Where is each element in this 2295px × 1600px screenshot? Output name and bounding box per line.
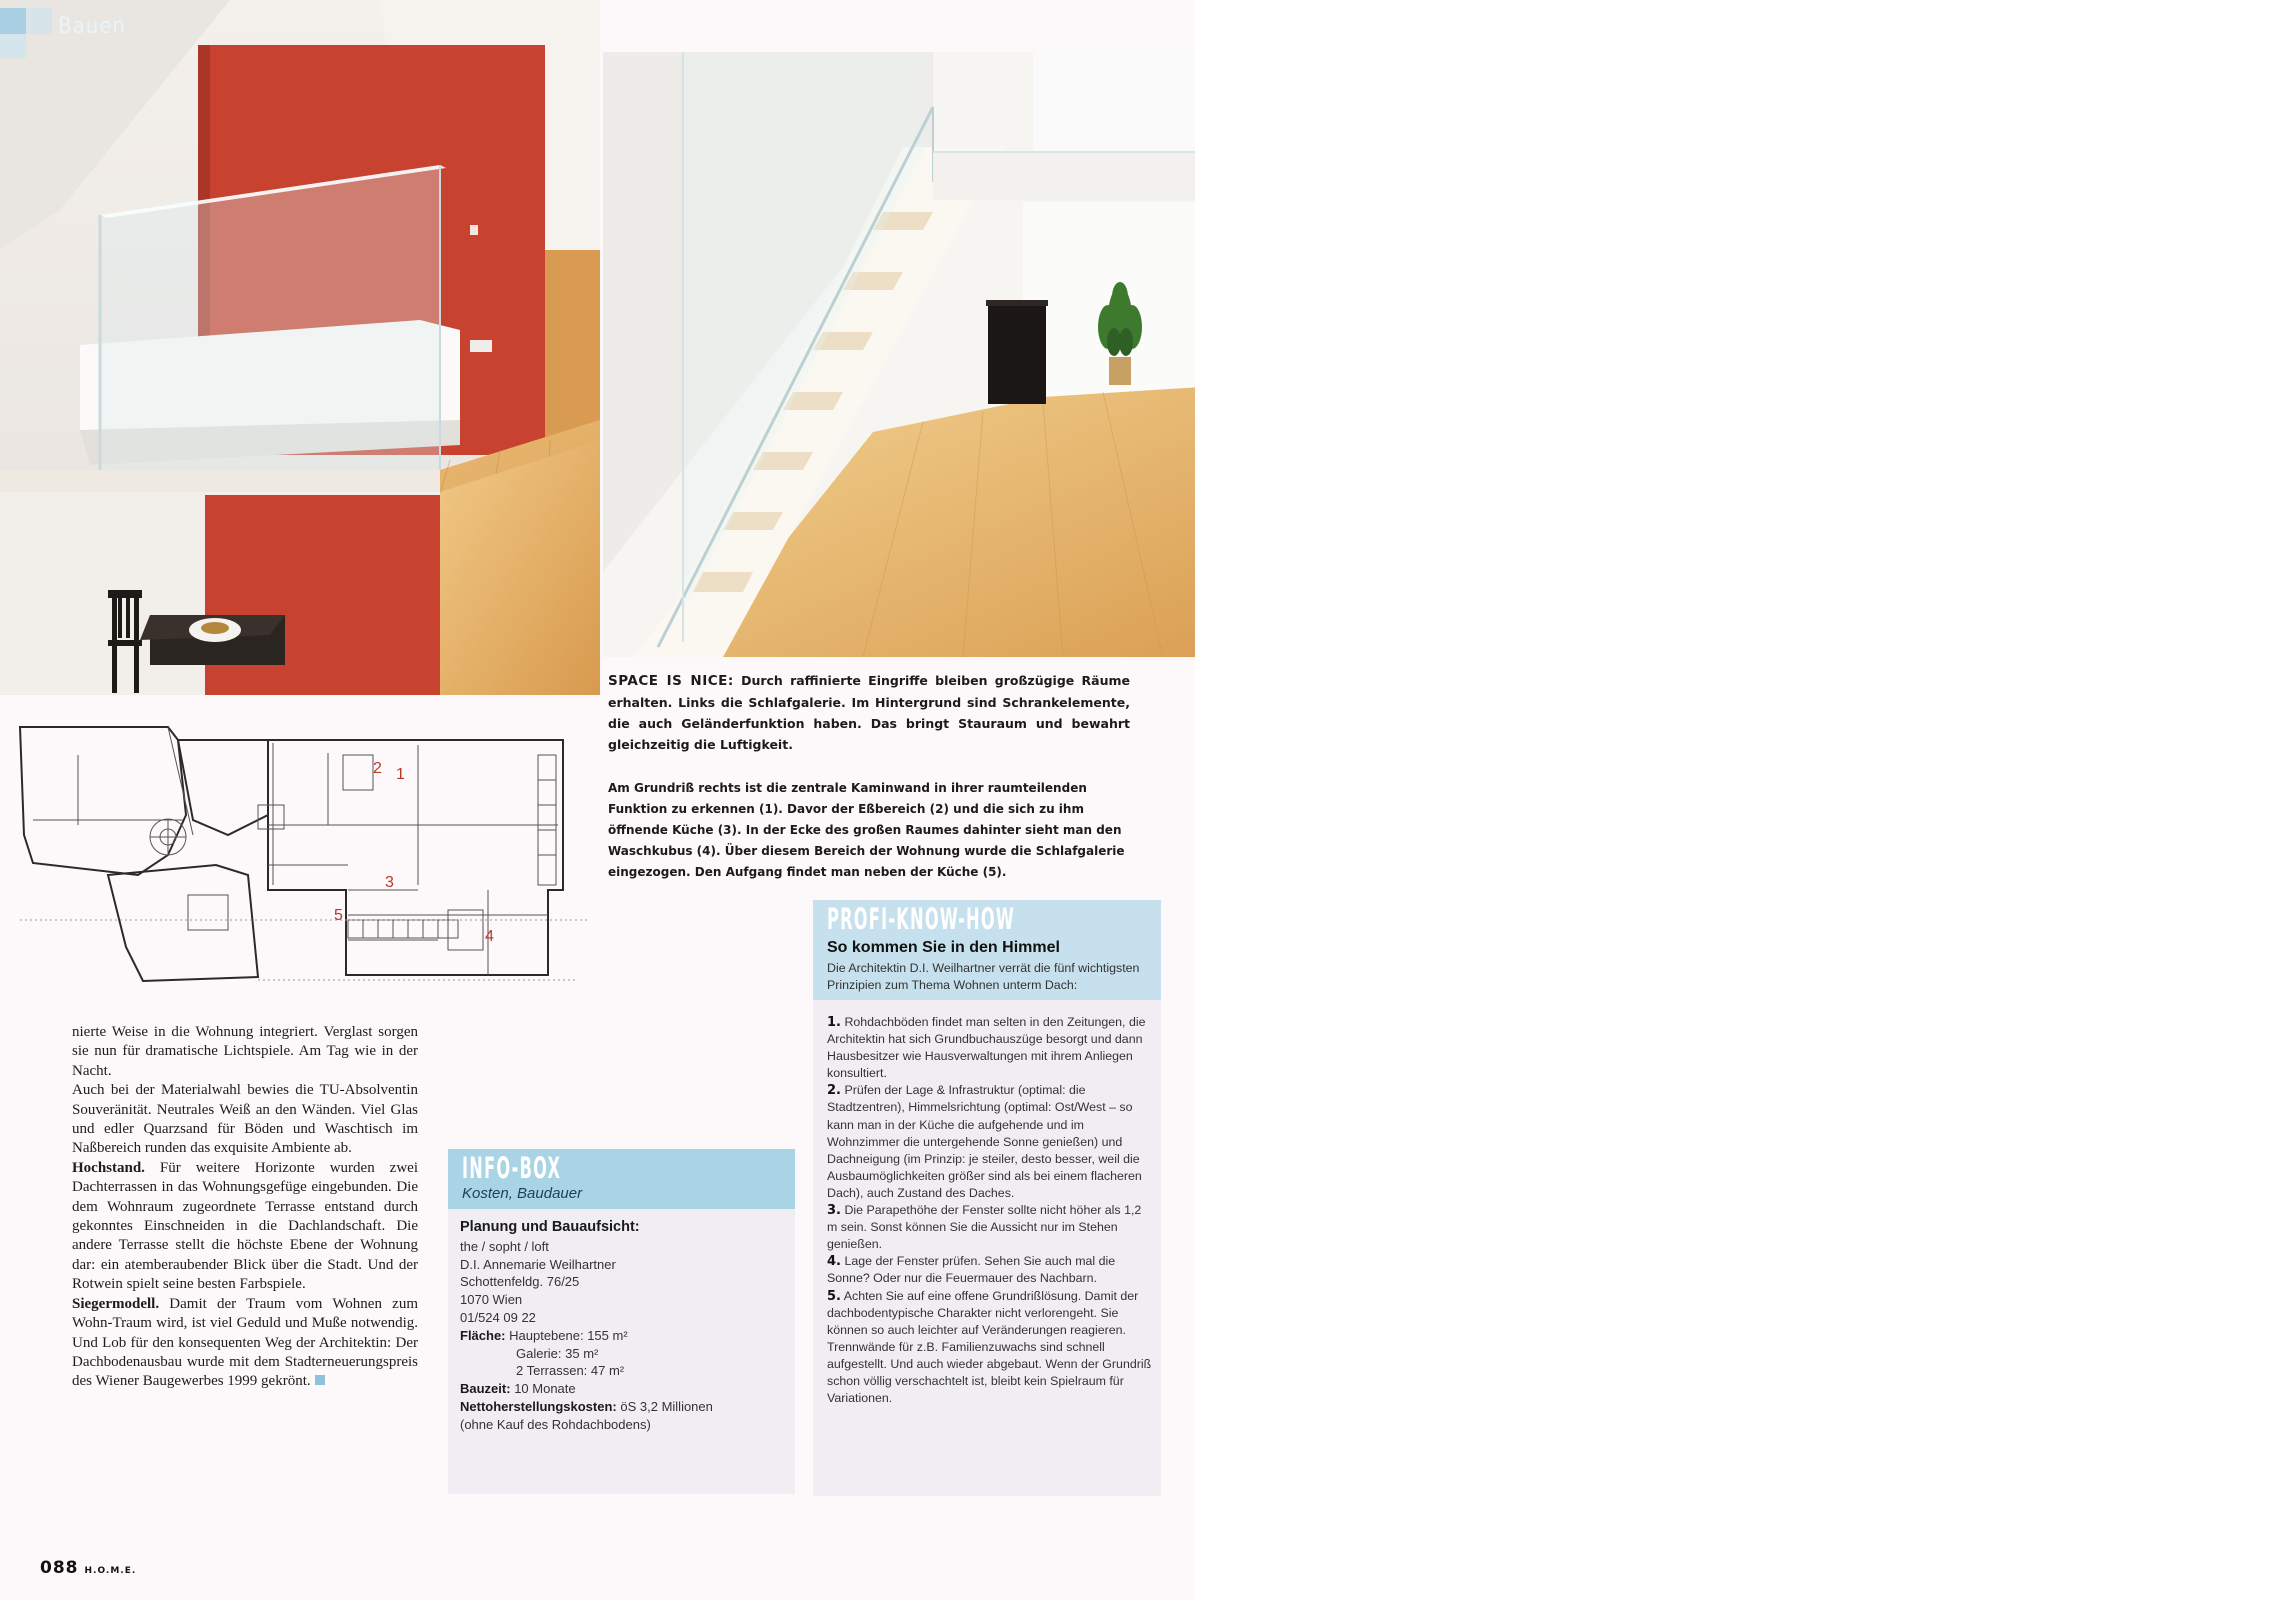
floorplan-marker-4: 4 (485, 928, 494, 945)
info-flaeche-line: 2 Terrassen: 47 m² (516, 1363, 625, 1379)
info-bauzeit-value: 10 Monate (514, 1381, 576, 1397)
profi-item (827, 1288, 1152, 1408)
body-paragraph (72, 1295, 418, 1392)
info-box-title: INFO-BOX (462, 1151, 562, 1185)
body-text-siegermodell: Damit der Traum vom Wohnen zum Wohn-Traum wird, ist viel Geduld und Muße notwendig. Und Lob für den konsequenten Weg der Architektin: Der Dachbodenausbau wurde mit dem Stadterneuerungspreis des Wiener Baugewerbes 1999 gekrönt. (72, 1295, 418, 1390)
profi-item-text: Rohdachböden findet man selten in den Zeitungen, die Architektin hat sich Grundbuchauszüge besorgt und dann Hausbesitzer wie Hausverwaltungen mit ihrem Anliegen konsultiert. (827, 1015, 1146, 1081)
profi-box-heading: So kommen Sie in den Himmel (827, 939, 1060, 956)
body-paragraph: Auch bei der Materialwahl bewies die TU-Absolventin Souveränität. Neutrales Weiß an den Wänden. Viel Glas und edler Quarzsand für Böden und Waschtisch im Naßbereich runden das exquisite Ambiente ab. (72, 1082, 418, 1157)
profi-item-text: Lage der Fenster prüfen. Sehen Sie auch mal die Sonne? Oder nur die Feuermauer des Nachbarn. (827, 1254, 1116, 1286)
info-kosten-value: öS 3,2 Millionen (620, 1398, 713, 1414)
info-line: 1070 Wien (460, 1292, 523, 1308)
profi-box (813, 900, 1161, 1496)
profi-item-number: 3. (827, 1203, 841, 1219)
staircase-illustration (603, 52, 1195, 657)
page-number: 088 (40, 1558, 79, 1578)
profi-item-number: 1. (827, 1015, 841, 1030)
info-flaeche (460, 1327, 790, 1345)
info-flaeche-value: Hauptebene: 155 m² (509, 1327, 628, 1343)
photo-staircase (603, 52, 1195, 657)
blank-area (1195, 0, 2295, 1600)
profi-item (827, 1202, 1152, 1253)
info-box (448, 1149, 795, 1494)
info-line: Schottenfeldg. 76/25 (460, 1274, 580, 1290)
info-flaeche-label: Fläche: (460, 1327, 506, 1343)
profi-box-intro: Die Architektin D.I. Weilhartner verrät die fünf wichtigsten Prinzipien zum Thema Wohnen unterm Dach: (827, 961, 1140, 992)
info-kosten-label: Nettoherstellungskosten: (460, 1398, 617, 1414)
info-flaeche-line: Galerie: 35 m² (516, 1345, 599, 1361)
section-square (0, 34, 26, 58)
floorplan-caption: Am Grundriß rechts ist die zentrale Kaminwand in ihrer raumteilenden Funktion zu erkennen (1). Davor der Eßbereich (2) und die sich zu ihm öffnende Küche (3). In der Ecke des großen Raumes dahinter sieht man den Waschkubus (4). Über diesem Bereich der Wohnung wurde die Schlafgalerie eingezogen. Den Aufgang findet man neben der Küche (5). (608, 781, 1125, 879)
section-tag (0, 0, 130, 62)
article-body (72, 1023, 418, 1392)
section-square (26, 8, 52, 34)
section-label: Bauen (58, 14, 126, 39)
bedroom-gallery-illustration (0, 0, 600, 695)
info-box-heading: Planung und Bauaufsicht: (460, 1219, 640, 1235)
floorplan-marker-2: 2 (373, 760, 382, 777)
subheading-hochstand: Hochstand. (72, 1159, 145, 1176)
section-square (0, 8, 26, 34)
profi-box-title: PROFI-KNOW-HOW (827, 902, 1015, 936)
profi-item (827, 1253, 1152, 1287)
floorplan-marker-5: 5 (334, 907, 343, 924)
floorplan-drawing (18, 725, 588, 987)
body-text-hochstand: Für weitere Horizonte wurden zwei Dachterrassen in das Wohnungsgefüge eingebunden. Die dem Wohnraum zugeordnete Terrasse entstand durch gekonntes Einschneiden in die Dachlandschaft. Die andere Terrasse stellt die höchste Ebene der Wohnung dar: ein atemberaubender Blick über die Stadt. Und der Rotwein spielt seine besten Farbspiele. (72, 1159, 418, 1293)
floorplan (18, 725, 588, 987)
photo-bedroom-gallery (0, 0, 600, 695)
magazine-name: H.O.M.E. (84, 1566, 137, 1576)
profi-item-number: 4. (827, 1254, 841, 1270)
info-bauzeit-label: Bauzeit: (460, 1381, 511, 1397)
page-folio (40, 1558, 136, 1578)
info-box-content (460, 1219, 790, 1434)
profi-box-content (827, 1014, 1152, 1407)
info-box-header (448, 1149, 795, 1209)
caption-lead: SPACE IS NICE: (608, 673, 734, 689)
body-paragraph (72, 1159, 418, 1295)
profi-item (827, 1014, 1152, 1082)
info-bauzeit (460, 1380, 790, 1398)
profi-item-number: 2. (827, 1083, 841, 1099)
photo-caption (608, 670, 1130, 755)
subheading-siegermodell: Siegermodell. (72, 1295, 160, 1312)
info-line: 01/524 09 22 (460, 1309, 536, 1325)
body-paragraph: nierte Weise in die Wohnung integriert. Verglast sorgen sie nun für dramatische Lichtspiele. Am Tag wie in der Nacht. (72, 1024, 418, 1079)
floorplan-marker-1: 1 (396, 766, 405, 783)
profi-box-header (813, 900, 1161, 1000)
profi-item-number: 5. (827, 1288, 841, 1304)
profi-item-text: Achten Sie auf eine offene Grundrißlösung. Damit der dachbodentypische Charakter nicht verlorengeht. Sie können so auch leichter auf Veränderungen reagieren. Trennwände für z.B. Familienzuwachs sind schnell aufgestellt. Und auch wieder abgebaut. Wenn der Grundriß schon völlig verschachtelt ist, bleibt kein Spielraum für Variationen. (827, 1288, 1152, 1406)
info-line: D.I. Annemarie Weilhartner (460, 1256, 616, 1272)
end-mark-icon (315, 1375, 325, 1385)
profi-item-text: Die Parapethöhe der Fenster sollte nicht höher als 1,2 m sein. Sonst können Sie die Aussicht nur im Stehen genießen. (827, 1203, 1142, 1252)
profi-item (827, 1082, 1152, 1202)
info-line: the / sopht / loft (460, 1238, 549, 1254)
caption-text: Durch raffinierte Eingriffe bleiben großzügige Räume erhalten. Links die Schlafgalerie. Im Hintergrund sind Schrankelemente, die auch Geländerfunktion haben. Das bringt Stauraum und bewahrt gleichzeitig die Luftigkeit. (608, 673, 1130, 752)
info-box-subtitle: Kosten, Baudauer (462, 1185, 583, 1202)
info-kosten (460, 1398, 790, 1416)
floorplan-marker-3: 3 (385, 874, 394, 891)
info-kosten-note: (ohne Kauf des Rohdachbodens) (460, 1416, 651, 1432)
profi-item-text: Prüfen der Lage & Infrastruktur (optimal: die Stadtzentren), Himmelsrichtung (optimal: Ost/West – so kann man in der Küche die aufgehende und im Wohnzimmer die untergehende Sonne genießen) und Dachneigung (im Prinzip: je steiler, desto besser, weil die Ausbaumöglichkeiten größer sind als bei einem flacheren Dach), auch Zustand des Daches. (827, 1083, 1142, 1200)
